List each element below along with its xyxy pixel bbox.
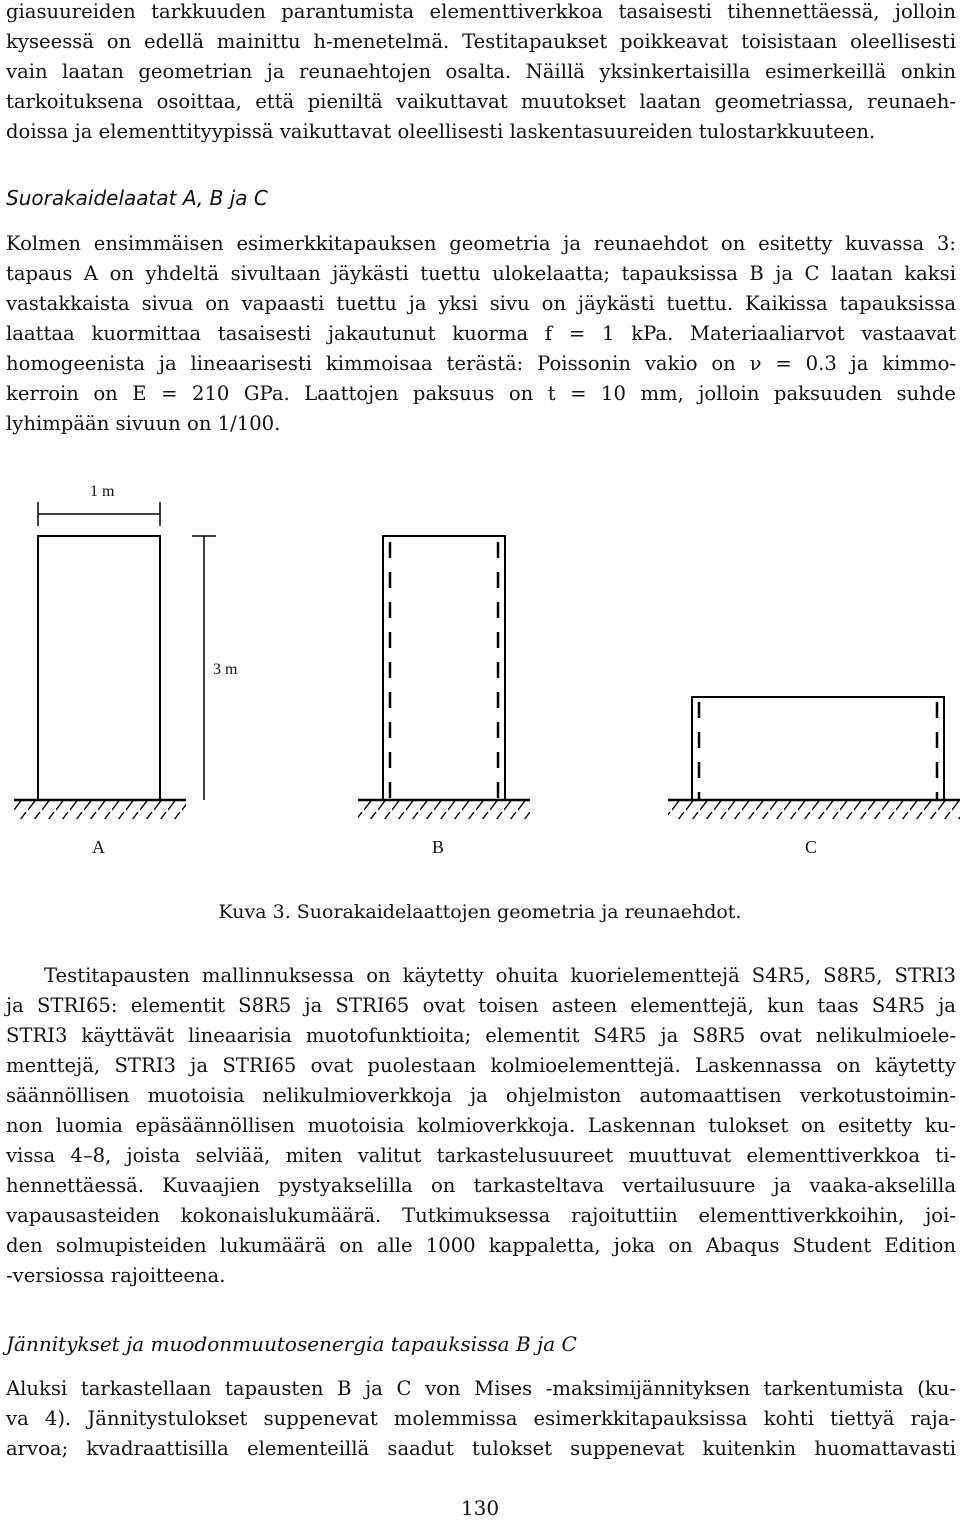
- text-line: kerroin on E = 210 GPa. Laattojen paksuus on t = 10 mm, jolloin paksuuden suhde: [6, 382, 956, 405]
- plate-diagram: [0, 470, 960, 850]
- text-line: Aluksi tarkastellaan tapausten B ja C von Mises -maksimijännityksen tarkentumista (ku-: [6, 1377, 956, 1400]
- height-dimension-label: 3 m: [213, 661, 238, 678]
- text-line: Kolmen ensimmäisen esimerkkitapauksen geometria ja reunaehdot on esitetty kuvassa 3:: [6, 232, 956, 255]
- section-heading: Suorakaidelaatat A, B ja C: [6, 186, 268, 210]
- text-line: säännöllisen muotoisia nelikulmioverkkoja ja ohjelmiston automaattisen verkotustoimin-: [6, 1084, 956, 1107]
- text-line: tapaus A on yhdeltä sivultaan jäykästi tuettu ulokelaatta; tapauksissa B ja C laatan kaksi: [6, 262, 956, 285]
- text-line: menttejä, STRI3 ja STRI65 ovat puolestaan kolmioelementtejä. Laskennassa on käytetty: [6, 1054, 956, 1077]
- text-line: vissa 4–8, joista selviää, miten valitut tarkastelusuureet muuttuvat elementtiverkkoa ti-: [6, 1144, 956, 1167]
- text-line: doissa ja elementtityypissä vaikuttavat oleellisesti laskentasuureiden tulostarkkuuteen.: [6, 120, 876, 143]
- text-line: kyseessä on edellä mainittu h-menetelmä. Testitapaukset poikkeavat toisistaan oleellisesti: [6, 30, 956, 53]
- text-line: ja STRI65: elementit S8R5 ja STRI65 ovat toisen asteen elementtejä, kun taas S4R5 ja: [6, 994, 956, 1017]
- plate-a: [38, 536, 160, 800]
- clamped-support-c: [668, 800, 960, 819]
- text-line: Testitapausten mallinnuksessa on käytetty ohuita kuorielementtejä S4R5, S8R5, STRI3: [44, 964, 956, 987]
- text-line: lyhimpään sivuun on 1/100.: [6, 412, 281, 435]
- text-line: laattaa kuormittaa tasaisesti jakautunut kuorma f = 1 kPa. Materiaaliarvot vastaavat: [6, 322, 956, 345]
- text-line: vapausasteiden kokonaislukumäärä. Tutkimuksessa rajoituttiin elementtiverkkoihin, joi-: [6, 1204, 956, 1227]
- text-line: arvoa; kvadraattisilla elementeillä saadut tulokset suppenevat kuitenkin huomattavasti: [6, 1437, 956, 1460]
- clamped-support-a: [14, 800, 186, 819]
- clamped-support-b: [358, 800, 530, 819]
- text-line: vastakkaista sivua on vapaasti tuettu ja yksi sivu on jäykästi tuettu. Kaikissa tapauksissa: [6, 292, 956, 315]
- text-line: homogeenista ja lineaarisesti kimmoisaa terästä: Poissonin vakio on ν = 0.3 ja kimmo-: [6, 352, 956, 375]
- plate-b: [383, 536, 505, 800]
- plate-c: [692, 697, 944, 800]
- text-line: giasuureiden tarkkuuden parantumista elementtiverkkoa tasaisesti tihennettäessä, jolloin: [6, 0, 956, 23]
- page-number: 130: [460, 1496, 500, 1520]
- text-line: den solmupisteiden lukumäärä on alle 1000 kappaletta, joka on Abaqus Student Edition: [6, 1234, 956, 1257]
- width-dimension-label: 1 m: [90, 483, 115, 500]
- text-line: -versiossa rajoitteena.: [6, 1264, 226, 1287]
- text-line: va 4). Jännitystulokset suppenevat molemmissa esimerkkitapauksissa kohti tiettyä raja-: [6, 1407, 956, 1430]
- figure-caption: Kuva 3. Suorakaidelaattojen geometria ja reunaehdot.: [218, 901, 742, 923]
- text-line: STRI3 käyttävät lineaarisia muotofunktioita; elementit S4R5 ja S8R5 ovat nelikulmioele-: [6, 1024, 956, 1047]
- plate-label-b: B: [432, 837, 445, 857]
- plate-label-a: A: [92, 837, 105, 857]
- text-line: tarkoituksena osoittaa, että pieniltä vaikuttavat muutokset laatan geometriassa, reunaeh-: [6, 90, 956, 113]
- width-dimension: [38, 502, 160, 526]
- plate-label-c: C: [805, 837, 818, 857]
- text-line: hennettäessä. Kuvaajien pystyakselilla on tarkasteltava vertailusuure ja vaaka-akselilla: [6, 1174, 956, 1197]
- section-heading: Jännitykset ja muodonmuutosenergia tapauksissa B ja C: [6, 1332, 577, 1356]
- text-line: vain laatan geometrian ja reunaehtojen osalta. Näillä yksinkertaisilla esimerkeillä onkin: [6, 60, 956, 83]
- text-line: non luomia epäsäännöllisen muotoisia kolmioverkkoja. Laskennan tulokset on esitetty ku-: [6, 1114, 956, 1137]
